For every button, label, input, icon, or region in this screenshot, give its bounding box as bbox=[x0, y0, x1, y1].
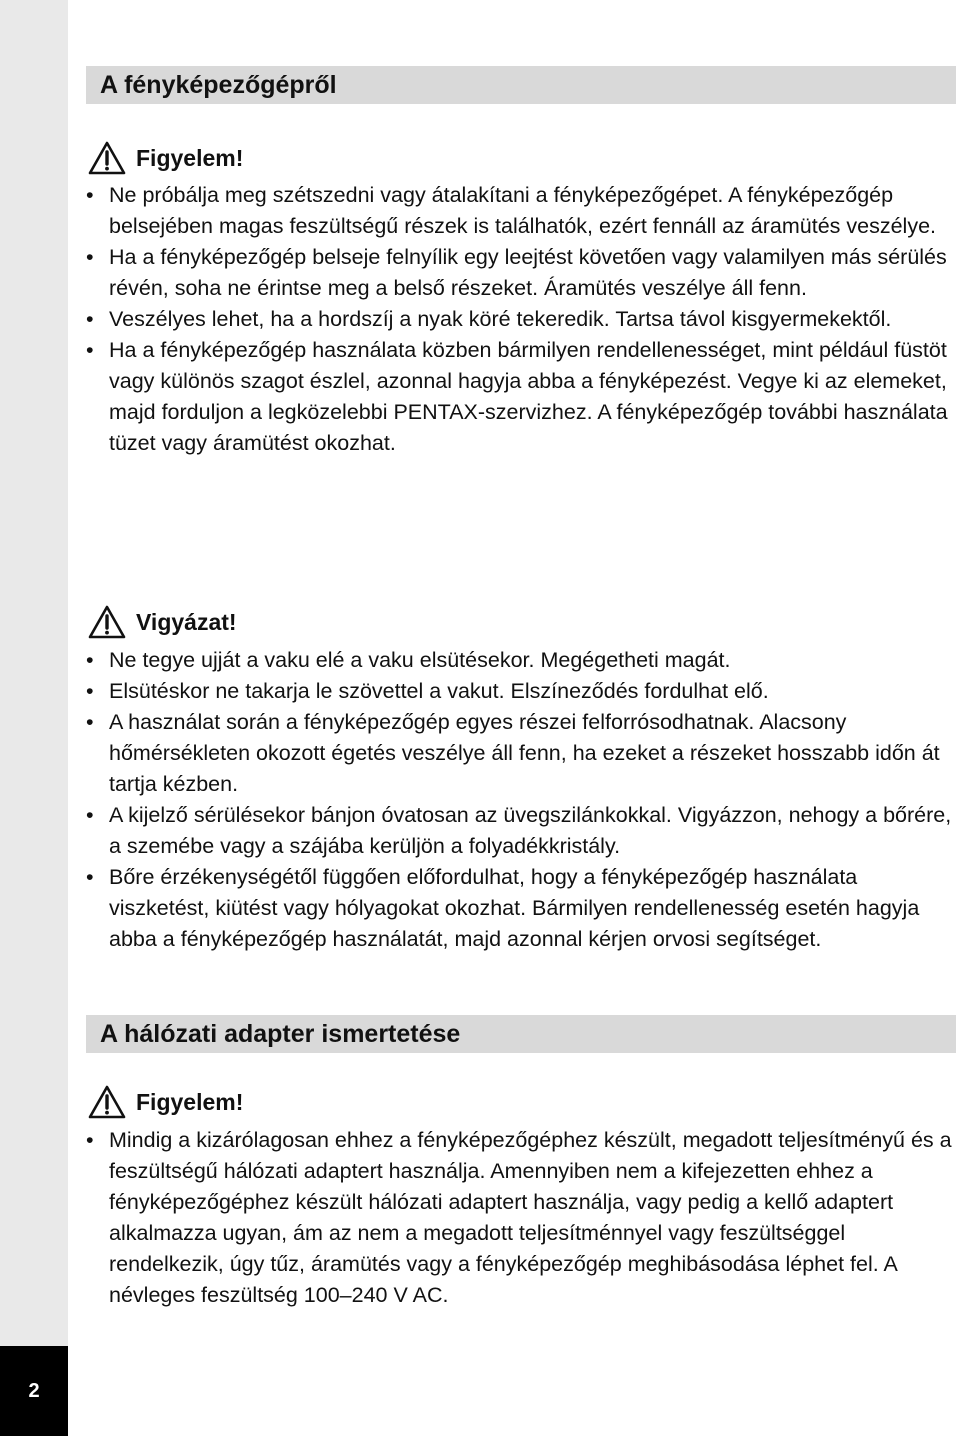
bullet-icon: • bbox=[86, 679, 94, 703]
notice-label: Vigyázat! bbox=[136, 608, 237, 635]
bullet-icon: • bbox=[86, 803, 94, 827]
list-item bbox=[86, 800, 956, 862]
section-title: A hálózati adapter ismertetése bbox=[100, 1020, 461, 1048]
section-title: A fényképezőgépről bbox=[100, 71, 337, 99]
bullet-icon: • bbox=[86, 183, 94, 207]
notice-heading-caution bbox=[88, 602, 237, 642]
bullet-icon: • bbox=[86, 1128, 94, 1152]
notice-label: Figyelem! bbox=[136, 144, 244, 171]
adapter-warning-list bbox=[86, 1125, 956, 1311]
list-item bbox=[86, 335, 956, 459]
list-item-text: Mindig a kizárólagosan ehhez a fényképezőgéphez készült, megadott teljesítményű és a feszültségű hálózati adaptert használja. Amennyiben nem a kifejezetten ehhez a fényképezőgéphez készült hálózati adaptert használja, vagy pedig a kellő adaptert alkalmazza ugyan, ám az nem a megadott teljesítménnyel vagy feszültséggel rendelkezik, úgy tűz, áramütés vagy a fényképezőgép meghibásodása léphet fel. A névleges feszültség 100–240 V AC. bbox=[109, 1128, 952, 1307]
warning-list bbox=[86, 180, 956, 459]
list-item bbox=[86, 1125, 956, 1311]
bullet-icon: • bbox=[86, 648, 94, 672]
section-header-ac-adapter bbox=[86, 1015, 956, 1053]
bullet-icon: • bbox=[86, 245, 94, 269]
bullet-icon: • bbox=[86, 865, 94, 889]
list-item bbox=[86, 707, 956, 800]
list-item-text: Ne próbálja meg szétszedni vagy átalakítani a fényképezőgépet. A fényképezőgép belsejében magas feszültségű részek is találhatók, ezért fennáll az áramütés veszélye. bbox=[109, 183, 936, 238]
section-header-about-camera bbox=[86, 66, 956, 104]
list-item-text: Ha a fényképezőgép használata közben bármilyen rendellenességet, mint például füstöt vagy különös szagot észlel, azonnal hagyja abba a fényképezést. Vegye ki az elemeket, majd forduljon a legközelebbi PENTAX-szervizhez. A fényképezőgép további használata tüzet vagy áramütést okozhat. bbox=[109, 338, 948, 455]
bullet-icon: • bbox=[86, 307, 94, 331]
list-item bbox=[86, 862, 956, 955]
list-item bbox=[86, 645, 956, 676]
side-margin-strip bbox=[0, 0, 68, 1436]
warning-triangle-icon bbox=[88, 140, 126, 176]
bullet-icon: • bbox=[86, 710, 94, 734]
list-item bbox=[86, 242, 956, 304]
notice-heading-warning bbox=[88, 138, 243, 178]
warning-triangle-icon bbox=[88, 604, 126, 640]
list-item-text: Ha a fényképezőgép belseje felnyílik egy leejtést követően vagy valamilyen más sérülés révén, soha ne érintse meg a belső részeket. Áramütés veszélye áll fenn. bbox=[109, 245, 947, 300]
notice-heading-warning bbox=[88, 1082, 243, 1122]
caution-list bbox=[86, 645, 956, 955]
page-number: 2 bbox=[28, 1379, 40, 1402]
list-item-text: Bőre érzékenységétől függően előfordulhat, hogy a fényképezőgép használata viszketést, kiütést vagy hólyagokat okozhat. Bármilyen rendellenesség esetén hagyja abba a fényképezőgép használatát, majd azonnal kérjen orvosi segítséget. bbox=[109, 865, 920, 951]
list-item bbox=[86, 304, 956, 335]
list-item bbox=[86, 180, 956, 242]
list-item bbox=[86, 676, 956, 707]
list-item-text: A használat során a fényképezőgép egyes részei felforrósodhatnak. Alacsony hőmérsékleten okozott égetés veszélye áll fenn, ha ezeket a részeket hosszabb időn át tartja kézben. bbox=[109, 710, 940, 796]
list-item-text: A kijelző sérülésekor bánjon óvatosan az üvegszilánkokkal. Vigyázzon, nehogy a bőrére, a szemébe vagy a szájába kerüljön a folyadékkristály. bbox=[109, 803, 952, 858]
notice-label: Figyelem! bbox=[136, 1088, 244, 1115]
list-item-text: Ne tegye ujját a vaku elé a vaku elsütésekor. Megégetheti magát. bbox=[109, 648, 731, 672]
list-item-text: Elsütéskor ne takarja le szövettel a vakut. Elszíneződés fordulhat elő. bbox=[109, 679, 769, 703]
bullet-icon: • bbox=[86, 338, 94, 362]
warning-triangle-icon bbox=[88, 1084, 126, 1120]
list-item-text: Veszélyes lehet, ha a hordszíj a nyak köré tekeredik. Tartsa távol kisgyermekektől. bbox=[109, 307, 892, 331]
page-number-tab bbox=[0, 1346, 68, 1436]
